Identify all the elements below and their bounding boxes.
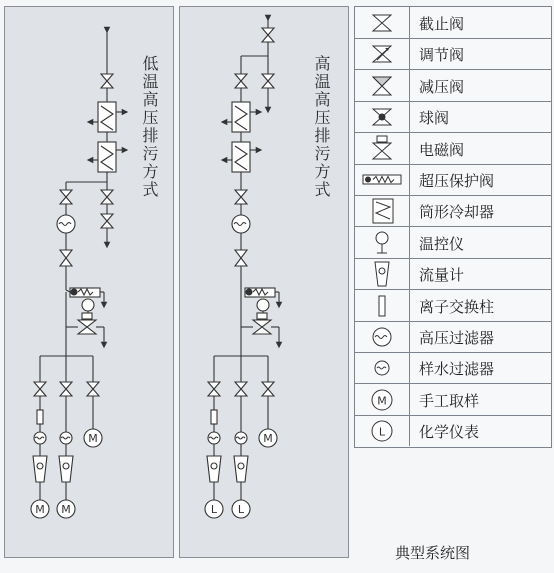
legend-row: [355, 70, 551, 102]
high-pressure-filter-icon: [232, 215, 250, 233]
tube-cooler-icon: [232, 142, 250, 172]
legend-row: [355, 195, 551, 227]
globe-valve-icon: [101, 190, 113, 204]
high-pressure-filter-icon: [355, 321, 410, 352]
legend-row: [355, 101, 551, 133]
low-temp-title: 低温高压排污方式: [140, 55, 159, 199]
legend-label: 离子交换柱: [419, 297, 495, 316]
sample-water-filter-icon: [355, 352, 410, 383]
manual-sampling-letter: M: [35, 503, 45, 516]
legend-row: [355, 227, 551, 259]
figure-caption: 典型系统图: [395, 544, 471, 562]
ion-exchange-column-icon: [355, 290, 410, 321]
overpressure-protection-valve-icon: [355, 164, 410, 195]
legend-label: 调节阀: [419, 46, 465, 65]
globe-valve-icon: [235, 382, 247, 396]
manual-sampling-letter: M: [61, 503, 71, 516]
legend-row: [355, 258, 551, 290]
legend-label: 截止阀: [419, 15, 465, 33]
solenoid-valve-icon: [355, 133, 410, 164]
reducing-valve-icon: [355, 70, 410, 101]
globe-valve-icon: [208, 382, 220, 396]
tube-cooler-icon: [355, 195, 410, 226]
flow-meter-icon: [234, 456, 248, 482]
legend-row: [355, 7, 551, 39]
solenoid-valve-icon: [253, 313, 271, 334]
sample-water-filter-icon: [60, 432, 72, 444]
chemical-instrument-icon: [355, 415, 410, 446]
ball-valve-icon: [355, 101, 410, 132]
legend-label: 流量计: [419, 266, 465, 285]
solenoid-valve-icon: [78, 313, 96, 334]
globe-valve-icon: [101, 74, 113, 88]
globe-valve-icon: [34, 382, 46, 396]
globe-valve-icon: [262, 74, 274, 88]
legend-row: [355, 321, 551, 353]
globe-valve-icon: [60, 382, 72, 396]
svg-text:L: L: [378, 425, 386, 439]
manual-sampling-icon: [355, 384, 410, 415]
legend-label: 筒形冷却器: [419, 203, 495, 222]
flow-meter-icon: [207, 456, 221, 482]
reducing-valve-icon: [235, 250, 247, 266]
reducing-valve-icon: [60, 250, 72, 266]
legend-row: [355, 352, 551, 384]
globe-valve-icon: [60, 190, 72, 204]
sample-water-filter-icon: [208, 432, 220, 444]
tube-cooler-icon: [232, 102, 250, 132]
legend-label: 高压过滤器: [419, 329, 495, 347]
legend-label: 化学仪表: [419, 423, 480, 442]
legend-label: 样水过滤器: [419, 360, 495, 379]
regulating-valve-icon: [355, 38, 410, 69]
manual-sampling-letter: M: [88, 432, 98, 445]
sample-water-filter-icon: [235, 432, 247, 444]
low-temp-flow: [31, 30, 125, 518]
overpressure-protection-valve-icon: [245, 288, 275, 297]
globe-valve-icon: [235, 190, 247, 204]
svg-text:M: M: [377, 394, 387, 408]
legend-label: 超压保护阀: [419, 172, 495, 190]
globe-valve-icon: [101, 214, 113, 228]
flow-meter-icon: [33, 456, 47, 482]
legend-row: [355, 384, 551, 416]
legend-row: [355, 164, 551, 196]
legend-label: 减压阀: [419, 77, 465, 96]
temperature-controller-icon: [355, 227, 410, 258]
ion-exchange-column-icon: [211, 410, 217, 424]
legend-label: 电磁阀: [419, 140, 465, 159]
legend-row: [355, 290, 551, 322]
chem-instrument-letter: L: [237, 503, 245, 516]
tube-cooler-icon: [98, 102, 116, 132]
overpressure-protection-valve-icon: [70, 288, 100, 297]
ion-exchange-column-icon: [37, 410, 43, 424]
globe-valve-icon: [355, 7, 410, 38]
high-pressure-filter-icon: [57, 215, 75, 233]
legend-label: 温控仪: [419, 234, 465, 253]
tube-cooler-icon: [98, 142, 116, 172]
legend-table: [354, 6, 552, 448]
flow-meter-icon: [59, 456, 73, 482]
globe-valve-icon: [87, 382, 99, 396]
high-temp-title: 高温高压排污方式: [312, 55, 331, 199]
globe-valve-icon: [235, 74, 247, 88]
legend-row: [355, 133, 551, 165]
globe-valve-icon: [262, 382, 274, 396]
globe-valve-icon: [262, 28, 274, 42]
manual-sampling-letter: M: [263, 432, 273, 445]
legend-row: [355, 415, 551, 446]
chem-instrument-letter: L: [210, 503, 218, 516]
flow-meter-icon: [355, 258, 410, 289]
legend-label: 手工取样: [419, 391, 480, 410]
legend-label: 球阀: [419, 109, 450, 128]
legend-row: [355, 38, 551, 70]
sample-water-filter-icon: [34, 432, 46, 444]
